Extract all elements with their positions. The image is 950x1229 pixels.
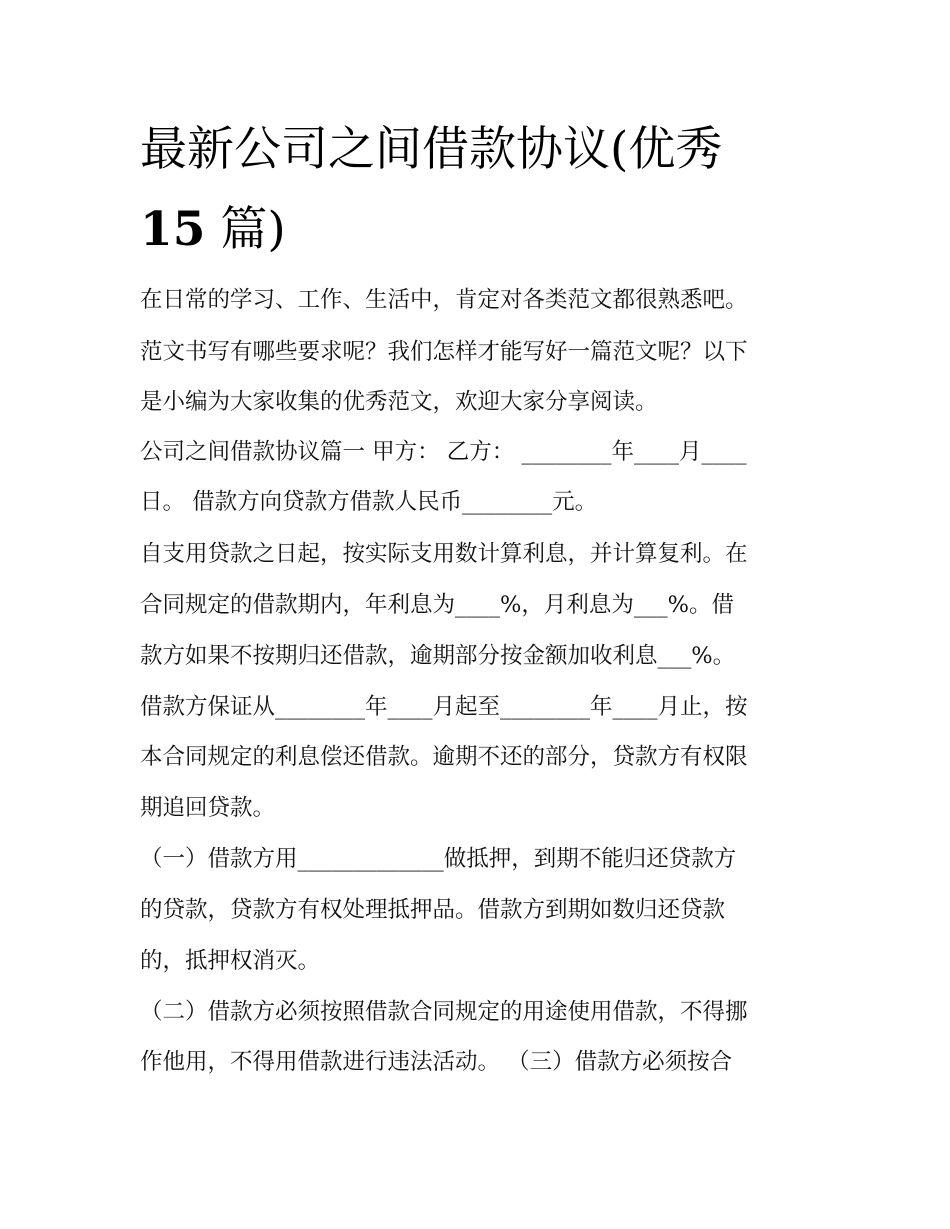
body-line: 日。 借款方向贷款方借款人民币________元。 (140, 489, 598, 515)
body-line: 范文书写有哪些要求呢？我们怎样才能写好一篇范文呢？以下 (140, 339, 748, 365)
body-line: （一）借款方用_____________做抵押，到期不能归还贷款方 (140, 846, 737, 872)
body-line: 本合同规定的利息偿还借款。逾期不还的部分，贷款方有权限 (140, 744, 748, 770)
body-line: （二）借款方必须按照借款合同规定的用途使用借款，不得挪 (140, 999, 748, 1025)
title-line-1: 最新公司之间借款协议(优秀 (140, 122, 723, 177)
body-line: 在日常的学习、工作、生活中，肯定对各类范文都很熟悉吧。 (140, 287, 748, 313)
body-line: 款方如果不按期归还借款，逾期部分按金额加收利息___%。 (140, 643, 736, 669)
body-line: 自支用贷款之日起，按实际支用数计算利息，并计算复利。在 (140, 541, 748, 567)
body-line: 作他用，不得用借款进行违法活动。 （三）借款方必须按合 (140, 1049, 733, 1075)
body-line: 期追回贷款。 (140, 795, 276, 821)
body-line: 是小编为大家收集的优秀范文，欢迎大家分享阅读。 (140, 389, 658, 415)
title-number: 15 (140, 202, 206, 257)
document-title (140, 110, 820, 270)
body-line: 合同规定的借款期内，年利息为____%，月利息为___%。借 (140, 592, 735, 618)
body-line: 的贷款，贷款方有权处理抵押品。借款方到期如数归还贷款 (140, 897, 726, 923)
body-line: 的，抵押权消灭。 (140, 948, 321, 974)
title-line-2: 篇) (205, 202, 286, 257)
body-line: 公司之间借款协议篇一 甲方： 乙方： ________年____月____ (140, 439, 747, 465)
body-line: 借款方保证从________年____月起至________年____月止，按 (140, 694, 748, 720)
